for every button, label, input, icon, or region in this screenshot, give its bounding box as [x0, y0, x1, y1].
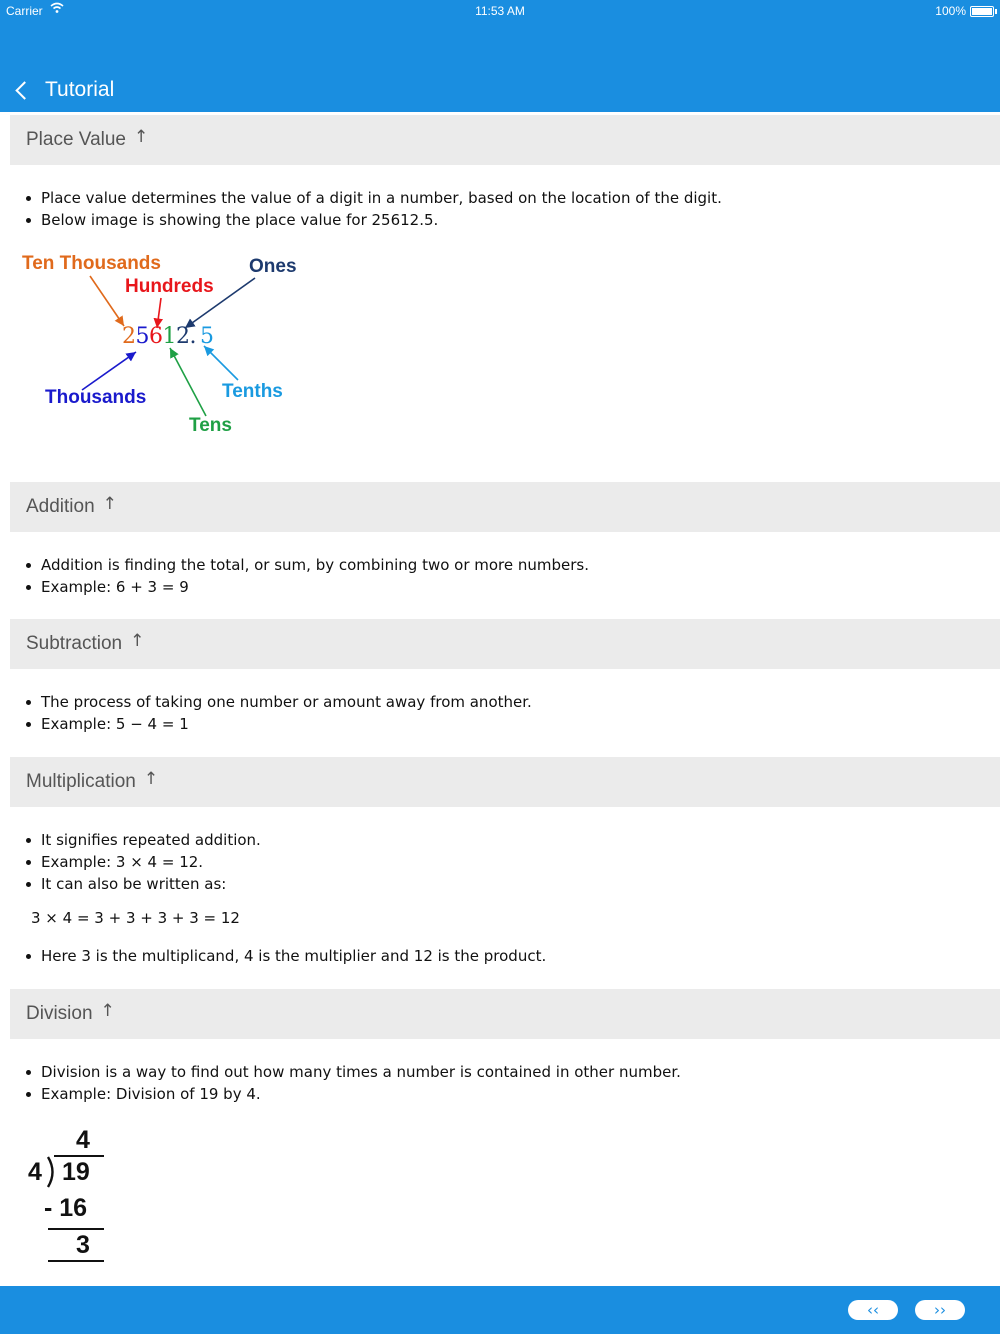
division-bottom-line [48, 1260, 104, 1262]
digit-thousands: 5 [135, 324, 149, 349]
arrow-up-icon[interactable]: ↑ [134, 127, 149, 147]
division-dividend: 19 [62, 1158, 90, 1186]
place-value-list [24, 187, 722, 231]
place-value-number [122, 324, 214, 349]
multiplication-list-2 [24, 945, 546, 967]
back-button-label: Tutorial [45, 78, 115, 101]
place-value-diagram [18, 248, 338, 448]
subtraction-list [24, 691, 532, 735]
list-item: It signifies repeated addition. [24, 829, 261, 851]
battery-percent: 100% [935, 4, 966, 18]
multiplication-list [24, 829, 261, 895]
section-header-division[interactable] [10, 989, 1000, 1039]
section-header-subtraction[interactable] [10, 619, 1000, 669]
division-remainder: 3 [76, 1231, 90, 1259]
arrow-up-icon[interactable]: ↑ [100, 1001, 115, 1021]
section-title: Place Value [26, 129, 126, 150]
division-top-line [54, 1155, 104, 1157]
carrier-label: Carrier [6, 4, 43, 18]
list-item: Place value determines the value of a digit in a number, based on the location of the digit. [24, 187, 722, 209]
arrow-tenths [204, 346, 238, 380]
arrow-up-icon[interactable]: ↑ [130, 631, 145, 651]
digit-hundreds: 6 [149, 324, 163, 349]
label-tenths: Tenths [222, 381, 283, 402]
previous-button[interactable] [848, 1300, 898, 1320]
section-header-addition[interactable] [10, 482, 1000, 532]
arrow-up-icon[interactable]: ↑ [143, 769, 159, 789]
list-item: Addition is finding the total, or sum, by combining two or more numbers. [24, 554, 589, 576]
back-button[interactable] [14, 74, 114, 106]
next-button[interactable] [915, 1300, 965, 1320]
division-subtract: - 16 [44, 1194, 88, 1222]
digit-ones: 2 [176, 324, 190, 349]
label-ones: Ones [249, 256, 297, 277]
digit-tens: 1 [162, 324, 176, 349]
label-tens: Tens [189, 415, 232, 436]
battery-icon [970, 6, 994, 17]
list-item: Example: 6 + 3 = 9 [24, 576, 589, 598]
addition-list [24, 554, 589, 598]
section-title: Division [26, 1003, 93, 1024]
list-item: Example: Division of 19 by 4. [24, 1083, 681, 1105]
section-header-multiplication[interactable] [10, 757, 1000, 807]
section-header-place-value[interactable] [10, 115, 1000, 165]
arrow-thousands [82, 352, 136, 390]
list-item: Below image is showing the place value for 25612.5. [24, 209, 722, 231]
arrow-up-icon[interactable]: ↑ [102, 494, 117, 514]
digit-ten-thousands: 2 [122, 324, 136, 349]
double-chevron-left-icon: ‹‹ [867, 1301, 879, 1319]
division-divisor: 4 [28, 1158, 42, 1186]
multiplication-equation: 3 × 4 = 3 + 3 + 3 + 3 = 12 [31, 909, 240, 927]
decimal-point: . [189, 324, 196, 349]
list-item: Example: 3 × 4 = 12. [24, 851, 261, 873]
division-quotient: 4 [76, 1126, 90, 1154]
list-item: The process of taking one number or amount away from another. [24, 691, 532, 713]
status-bar [0, 0, 1000, 22]
label-ten-thousands: Ten Thousands [22, 253, 161, 274]
label-thousands: Thousands [45, 387, 147, 408]
list-item: Here 3 is the multiplicand, 4 is the multiplier and 12 is the product. [24, 945, 546, 967]
bottom-toolbar [0, 1286, 1000, 1334]
navigation-bar [0, 22, 1000, 112]
division-bracket [46, 1156, 58, 1188]
list-item: Division is a way to find out how many times a number is contained in other number. [24, 1061, 681, 1083]
section-title: Subtraction [26, 633, 123, 654]
list-item: Example: 5 − 4 = 1 [24, 713, 532, 735]
list-item: It can also be written as: [24, 873, 261, 895]
digit-tenths: 5 [200, 324, 214, 349]
long-division-figure [22, 1122, 122, 1272]
double-chevron-right-icon: ›› [934, 1301, 946, 1319]
chevron-left-icon [15, 81, 33, 99]
section-title: Multiplication [26, 771, 136, 792]
label-hundreds: Hundreds [125, 276, 214, 297]
arrow-tens [170, 348, 206, 416]
division-mid-line [48, 1228, 104, 1230]
division-list [24, 1061, 681, 1105]
status-time: 11:53 AM [475, 4, 525, 18]
arrow-ten-thousands [90, 276, 124, 326]
section-title: Addition [26, 496, 95, 517]
